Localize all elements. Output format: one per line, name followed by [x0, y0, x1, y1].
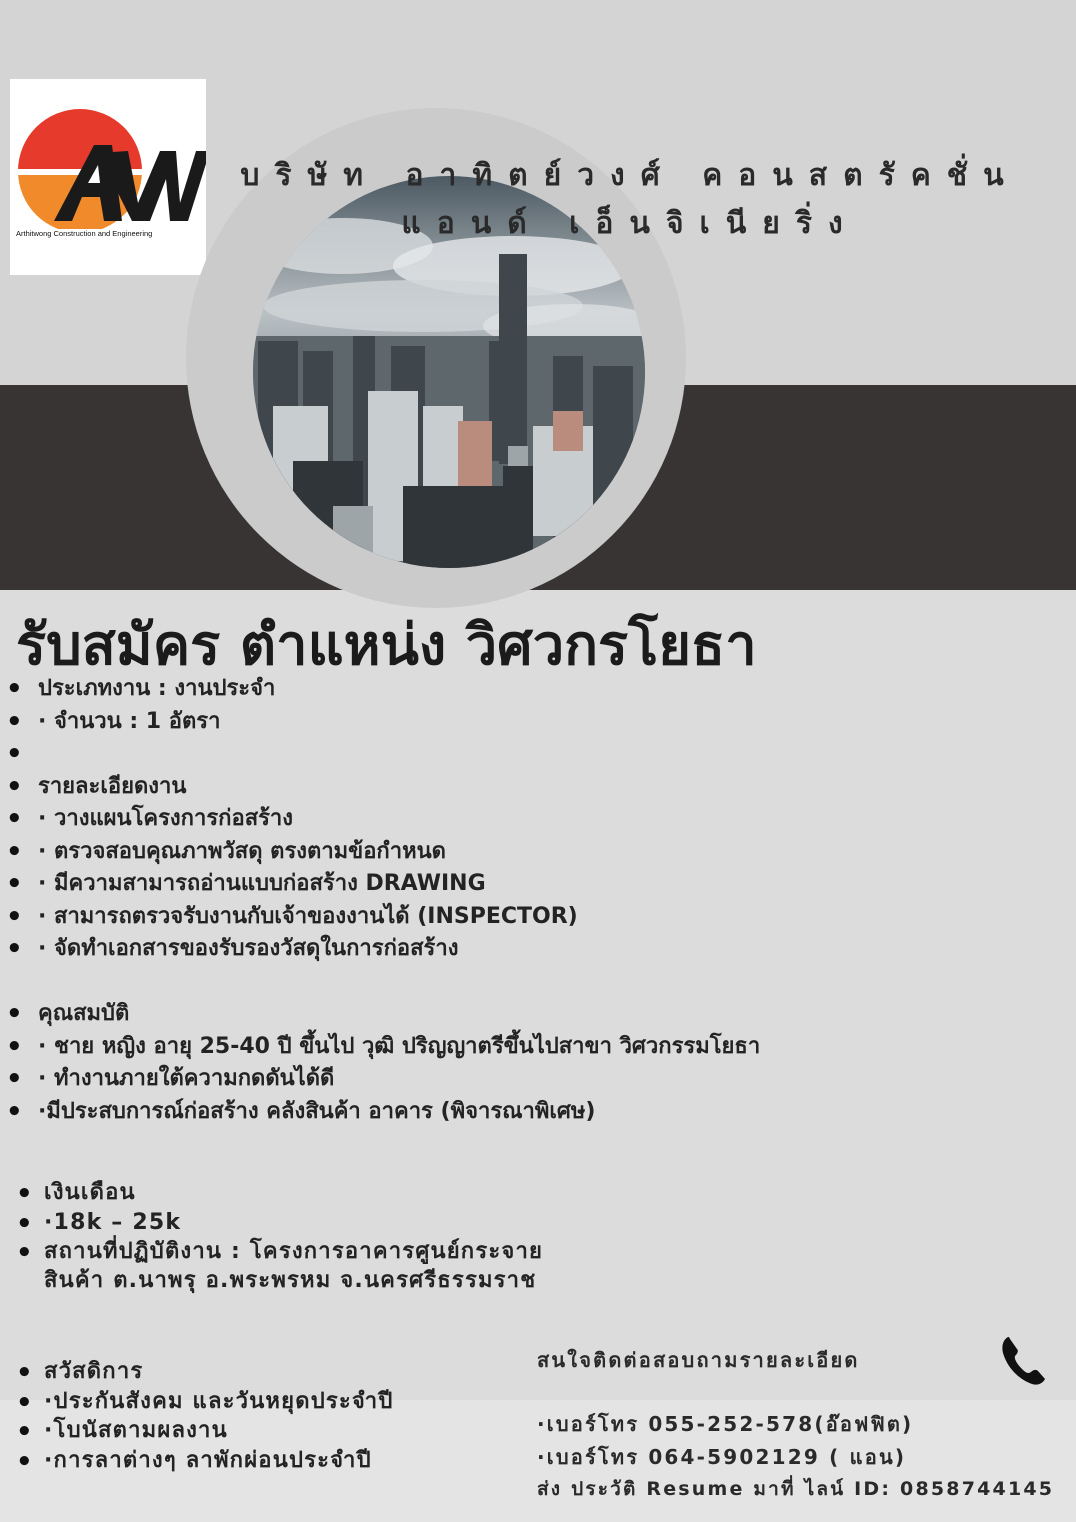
company-name	[210, 152, 1050, 248]
company-logo	[10, 79, 206, 275]
list-item: • · จำนวน : 1 อัตรา	[4, 706, 578, 739]
list-item: • ·18k – 25k	[4, 1208, 544, 1238]
company-name-line1: บริษัท อาทิตย์วงศ์ คอนสตรัคชั่น	[240, 158, 1020, 193]
contact-phone-office: ·เบอร์โทร 055-252-578(อ๊อฟฟิต)	[537, 1412, 914, 1436]
contact-phone-mobile: ·เบอร์โทร 064-5902129 ( แอน)	[537, 1445, 907, 1469]
list-item: • · จัดทำเอกสารของรับรองวัสดุในการก่อสร้าง	[4, 933, 578, 966]
list-item	[4, 738, 578, 771]
logo-tagline: Arthitwong Construction and Engineering	[16, 229, 153, 238]
contact-heading: สนใจติดต่อสอบถามรายละเอียด	[537, 1348, 860, 1372]
logo-mark-icon	[10, 79, 206, 229]
list-item: • คุณสมบัติ	[4, 998, 760, 1031]
job-headline: รับสมัคร ตำแหน่ง วิศวกรโยธา	[16, 613, 757, 678]
list-item: • · วางแผนโครงการก่อสร้าง	[4, 803, 578, 836]
contact-line-id: ส่ง ประวัติ Resume มาที่ ไลน์ ID: 0858744145	[537, 1478, 1055, 1500]
list-item: • เงินเดือน	[4, 1178, 544, 1208]
phone-icon	[998, 1333, 1048, 1387]
list-item: • สวัสดิการ	[4, 1357, 394, 1387]
workplace-item: • สถานที่ปฏิบัติงาน : โครงการอาคารศูนย์กระจายสินค้า ต.นาพรุ อ.พระพรหม จ.นครศรีธรรมราช	[4, 1237, 544, 1295]
list-item: • ·โบนัสตามผลงาน	[4, 1416, 394, 1446]
list-item: • · สามารถตรวจรับงานกับเจ้าของงานได้ (INSPECTOR)	[4, 901, 578, 934]
benefits-list	[4, 1357, 394, 1475]
list-item: • · ทำงานภายใต้ความกดดันได้ดี	[4, 1063, 760, 1096]
company-name-line2: แอนด์ เอ็นจิเนียริ่ง	[401, 206, 859, 241]
list-item: • ประเภทงาน : งานประจำ	[4, 673, 578, 706]
list-item: • · ตรวจสอบคุณภาพวัสดุ ตรงตามข้อกำหนด	[4, 836, 578, 869]
list-item: • · มีความสามารถอ่านแบบก่อสร้าง DRAWING	[4, 868, 578, 901]
list-item: • ·มีประสบการณ์ก่อสร้าง คลังสินค้า อาคาร (พิจารณาพิเศษ)	[4, 1096, 760, 1129]
list-item: • ·การลาต่างๆ ลาพักผ่อนประจำปี	[4, 1446, 394, 1476]
list-item: • รายละเอียดงาน	[4, 771, 578, 804]
list-item: • ·ประกันสังคม และวันหยุดประจำปี	[4, 1387, 394, 1417]
job-details-list	[4, 673, 578, 966]
qualifications-list	[4, 998, 760, 1128]
salary-list	[4, 1178, 544, 1295]
list-item: • · ชาย หญิง อายุ 25-40 ปี ขึ้นไป วุฒิ ปริญญาตรีขึ้นไปสาขา วิศวกรรมโยธา	[4, 1031, 760, 1064]
